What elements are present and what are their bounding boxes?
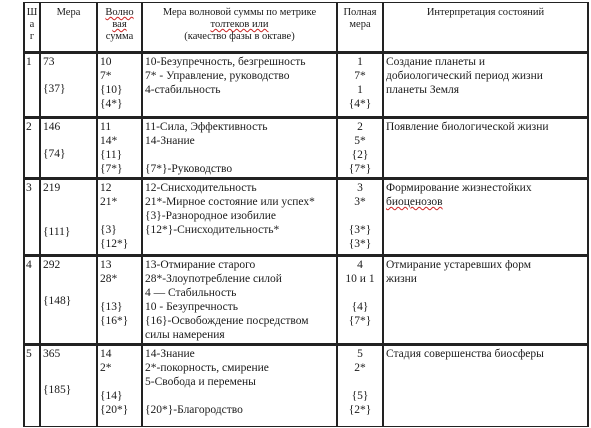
wave-value (100, 375, 128, 389)
metric-line: {16}-Освобождение посредством (145, 315, 309, 327)
col-divider (96, 2, 98, 427)
metric-line: 4 — Стабильность (145, 287, 237, 299)
header-step-line: г (29, 31, 35, 42)
metric-line: 11-Сила, Эффективность (145, 121, 268, 133)
full-value: 2 (357, 121, 363, 133)
metric-line: 28*-Злоупотребление силой (145, 273, 282, 285)
full-measure-cell (338, 258, 382, 328)
full-value: {2*} (348, 404, 372, 416)
step-number: 2 (26, 121, 32, 133)
step-cell (26, 181, 32, 195)
col-divider (382, 2, 384, 427)
header-metric (143, 7, 336, 43)
metric-line: {7*}-Руководство (145, 163, 233, 175)
step-cell (26, 55, 32, 69)
full-measure-cell (338, 181, 382, 251)
full-value: 1 (357, 84, 363, 96)
metric-line: силы намерения (145, 329, 225, 341)
interp-line: Создание планеты и (386, 56, 486, 68)
table-border-top (23, 2, 589, 3)
interpretation-cell (386, 120, 549, 134)
header-wave-line: сумма (105, 31, 134, 42)
wave-value: {11} (100, 149, 123, 161)
full-value (338, 286, 382, 300)
measure-cell (43, 258, 71, 308)
row-separator (23, 343, 589, 346)
table-border-bottom (23, 426, 589, 427)
header-metric-line: толтеков или (210, 19, 269, 30)
header-step-line: Ш (26, 7, 38, 18)
metric-line: {12*}-Снисходительность* (145, 224, 280, 236)
full-value: 4 (357, 259, 363, 271)
full-value: 2* (354, 362, 366, 374)
wave-value: 10 (100, 56, 112, 68)
metric-line: 7* - Управление, руководство (145, 70, 290, 82)
step-number: 5 (26, 348, 32, 360)
full-value: {2} (351, 149, 369, 161)
full-value: 3 (357, 182, 363, 194)
col-divider (39, 2, 41, 427)
metric-line: 21*-Мирное состояние или успех* (145, 196, 315, 208)
wave-value: {4*} (100, 98, 123, 110)
col-divider (587, 2, 589, 427)
wave-value: {13} (100, 301, 123, 313)
interp-line: планеты Земля (386, 84, 460, 96)
full-value: {5} (351, 390, 369, 402)
full-measure-cell (338, 347, 382, 417)
metric-line (145, 148, 267, 162)
wave-value: 21* (100, 196, 118, 208)
wave-value: 14* (100, 135, 118, 147)
header-full-line: Полная (343, 7, 377, 18)
step-cell (26, 258, 32, 272)
header-separator (23, 51, 589, 54)
full-value: {7*} (348, 315, 372, 327)
wave-value: 14 (100, 348, 112, 360)
wave-cell (100, 55, 123, 111)
full-value (338, 209, 382, 223)
metric-cell (145, 347, 269, 417)
header-step-line: а (29, 19, 35, 30)
interp-line: Появление биологической жизни (386, 121, 549, 133)
full-measure-cell (338, 120, 382, 176)
wave-value: {12*} (100, 238, 129, 250)
row-separator (23, 116, 589, 119)
interpretation-cell (386, 55, 543, 97)
metric-cell (145, 258, 309, 342)
metric-line: 10 - Безупречность (145, 301, 239, 313)
header-measure-text: Мера (56, 7, 81, 18)
full-value: 5 (357, 348, 363, 360)
wave-cell (100, 181, 128, 251)
full-value: 1 (357, 56, 363, 68)
measure-cell (43, 55, 66, 96)
wave-cell (100, 347, 128, 417)
header-measure (41, 7, 96, 19)
header-full-line: мера (349, 19, 371, 30)
measure-cell (43, 181, 70, 239)
header-metric-line: (качество фазы в октаве) (184, 31, 295, 42)
metric-cell (145, 181, 315, 237)
measure-cell (43, 347, 71, 397)
full-value: {4} (351, 301, 369, 313)
measure-value: 73 (43, 56, 55, 68)
interpretation-cell (386, 181, 532, 209)
interp-line: биоценозов (386, 196, 443, 208)
header-interpretation (384, 7, 587, 19)
step-cell (26, 347, 32, 361)
wave-cell (100, 120, 123, 176)
metric-line: {20*}-Благородство (145, 404, 243, 416)
wave-cell (100, 258, 128, 328)
col-divider (141, 2, 143, 427)
measure-cell (43, 120, 66, 161)
metric-cell (145, 55, 306, 97)
wave-value: {14} (100, 390, 123, 402)
wave-value: 12 (100, 182, 112, 194)
header-full-measure (338, 7, 382, 31)
header-wave-line: вая (112, 19, 127, 30)
full-value: 5* (354, 135, 366, 147)
wave-value: 28* (100, 273, 118, 285)
wave-value: 11 (100, 121, 112, 133)
measure-sub: {185} (43, 384, 72, 396)
row-separator (23, 177, 589, 180)
full-value: {7*} (348, 163, 372, 175)
metric-line: 5-Свобода и перемены (145, 376, 256, 388)
wave-value: {20*} (100, 404, 129, 416)
row-separator (23, 254, 589, 257)
metric-line: 14-Знание (145, 348, 195, 360)
wave-value: 2* (100, 362, 112, 374)
full-value: 3* (354, 196, 366, 208)
full-value (338, 375, 382, 389)
wave-value: {7*} (100, 163, 123, 175)
metric-line: 13-Отмирание старого (145, 259, 256, 271)
wave-value (100, 209, 128, 223)
measure-value: 292 (43, 259, 61, 271)
header-interp-text: Интерпретация состояний (426, 7, 545, 18)
full-value: {4*} (348, 98, 372, 110)
metric-line: 4-стабильность (145, 84, 221, 96)
interp-line: добиологический период жизни (386, 70, 543, 82)
metric-line: 12-Снисходительность (145, 182, 257, 194)
wave-value: 7* (100, 70, 112, 82)
wave-value: 13 (100, 259, 112, 271)
metric-line: 10-Безупречность, безгрешность (145, 56, 306, 68)
interp-line: Формирование жизнестойких (386, 182, 532, 194)
step-number: 3 (26, 182, 32, 194)
measure-sub: {37} (43, 83, 66, 95)
header-step (25, 7, 39, 43)
measure-value: 146 (43, 121, 61, 133)
step-cell (26, 120, 32, 134)
measure-sub: {74} (43, 148, 66, 160)
header-wave-line: Волно (105, 7, 134, 18)
wave-value: {3} (100, 224, 117, 236)
header-metric-line: Мера волновой суммы по метрике (162, 7, 317, 18)
metric-line (145, 389, 269, 403)
metric-cell (145, 120, 267, 176)
step-number: 1 (26, 56, 32, 68)
interp-line: Стадия совершенства биосферы (386, 348, 544, 360)
col-divider (23, 2, 25, 427)
wave-value (100, 286, 128, 300)
header-wave-sum (98, 7, 141, 43)
wave-value: {16*} (100, 315, 129, 327)
measure-sub: {148} (43, 295, 72, 307)
measure-value: 219 (43, 182, 61, 194)
full-value: 7* (354, 70, 366, 82)
measure-sub: {111} (43, 226, 71, 238)
full-value: 10 и 1 (345, 273, 375, 285)
interp-line: жизни (386, 273, 417, 285)
interpretation-cell (386, 258, 531, 286)
full-value: {3*} (348, 238, 372, 250)
measure-value: 365 (43, 348, 61, 360)
step-number: 4 (26, 259, 32, 271)
full-value: {3*} (348, 224, 372, 236)
metric-line: 14-Знание (145, 135, 195, 147)
metric-line: {3}-Разнородное изобилие (145, 210, 276, 222)
interpretation-cell (386, 347, 544, 361)
interp-line: Отмирание устаревших форм (386, 259, 532, 271)
wave-value: {10} (100, 84, 123, 96)
metric-line: 2*-покорность, смирение (145, 362, 269, 374)
full-measure-cell (338, 55, 382, 111)
